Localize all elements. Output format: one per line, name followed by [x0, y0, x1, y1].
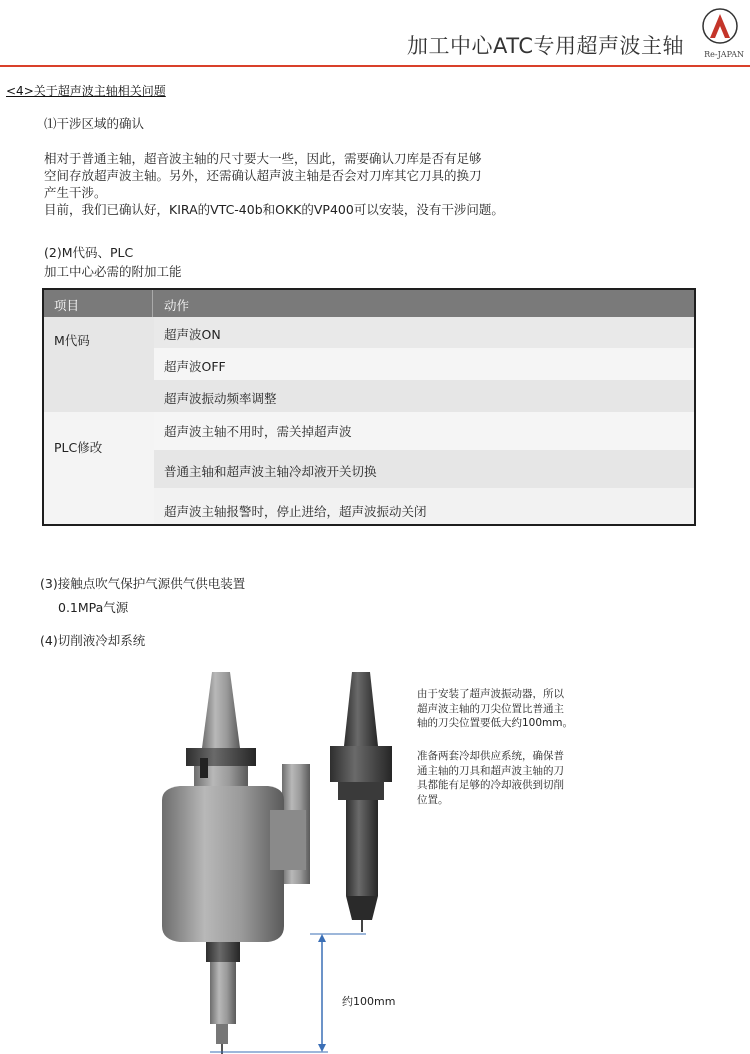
document-title: 加工中心ATC专用超声波主轴: [407, 34, 684, 58]
table-row: [154, 380, 694, 412]
table-cell: 超声波OFF: [164, 359, 226, 374]
caption-line: 由于安装了超声波振动器，所以: [417, 688, 564, 700]
plc-category-label: PLC修改: [54, 440, 103, 455]
item1-line: 空间存放超声波主轴。另外，还需确认超声波主轴是否会对刀库其它刀具的换刀: [44, 168, 482, 183]
table-row: [154, 488, 694, 524]
mcode-category-cell: [44, 317, 154, 412]
figure-caption-offset: [417, 687, 573, 731]
table-cell: 普通主轴和超声波主轴冷却液开关切换: [164, 464, 377, 479]
item3-detail: 0.1MPa气源: [58, 600, 129, 615]
item2-heading: (2)M代码、PLC: [44, 245, 134, 260]
plc-category-cell: [44, 412, 154, 524]
caption-line: 超声波主轴的刀尖位置比普通主: [417, 702, 564, 715]
logo-text: Re-JAPAN: [704, 50, 744, 59]
table-cell: 超声波振动频率调整: [164, 391, 277, 406]
table-header-action: 动作: [164, 298, 190, 313]
dimension-label: 约100mm: [342, 995, 396, 1008]
table-cell: 超声波ON: [164, 327, 221, 342]
caption-line: 准备两套冷却供应系统，确保普: [417, 750, 564, 762]
table-row: [154, 450, 694, 488]
section-title: <4>关于超声波主轴相关问题: [6, 84, 166, 98]
item1-heading: ⑴干涉区域的确认: [44, 116, 145, 131]
figure-caption-coolant: [417, 749, 564, 807]
item2-subheading: 加工中心必需的附加工能: [44, 264, 182, 279]
item1-line: 产生干涉。: [44, 185, 107, 200]
table-cell: 超声波主轴不用时，需关掉超声波: [164, 424, 352, 439]
item3-heading: (3)接触点吹气保护气源供气供电装置: [40, 576, 246, 591]
item1-line: 相对于普通主轴，超音波主轴的尺寸要大一些，因此，需要确认刀库是否有足够: [44, 151, 482, 166]
table-row: [154, 348, 694, 380]
caption-line: 位置。: [417, 793, 449, 806]
caption-line: 通主轴的刀具和超声波主轴的刀: [417, 764, 564, 777]
item1-line: 目前，我们已确认好，KIRA的VTC-40b和OKK的VP400可以安装，没有干涉问题。: [44, 202, 504, 217]
table-cell: 超声波主轴报警时，停止进给，超声波振动关闭: [164, 504, 427, 519]
table-row: [154, 412, 694, 450]
caption-line: 轴的刀尖位置要低大约100mm。: [417, 717, 573, 729]
caption-line: 具都能有足够的冷却液供到切削: [417, 779, 564, 791]
function-table: [42, 288, 696, 526]
header-divider-line: [152, 290, 153, 317]
item1-paragraph: [44, 150, 604, 218]
table-row: [154, 317, 694, 348]
header-divider: [0, 65, 750, 67]
mcode-category-label: M代码: [54, 333, 90, 348]
item4-heading: (4)切削液冷却系统: [40, 633, 146, 648]
table-header-item: 项目: [54, 298, 80, 313]
table-header: [44, 290, 694, 317]
